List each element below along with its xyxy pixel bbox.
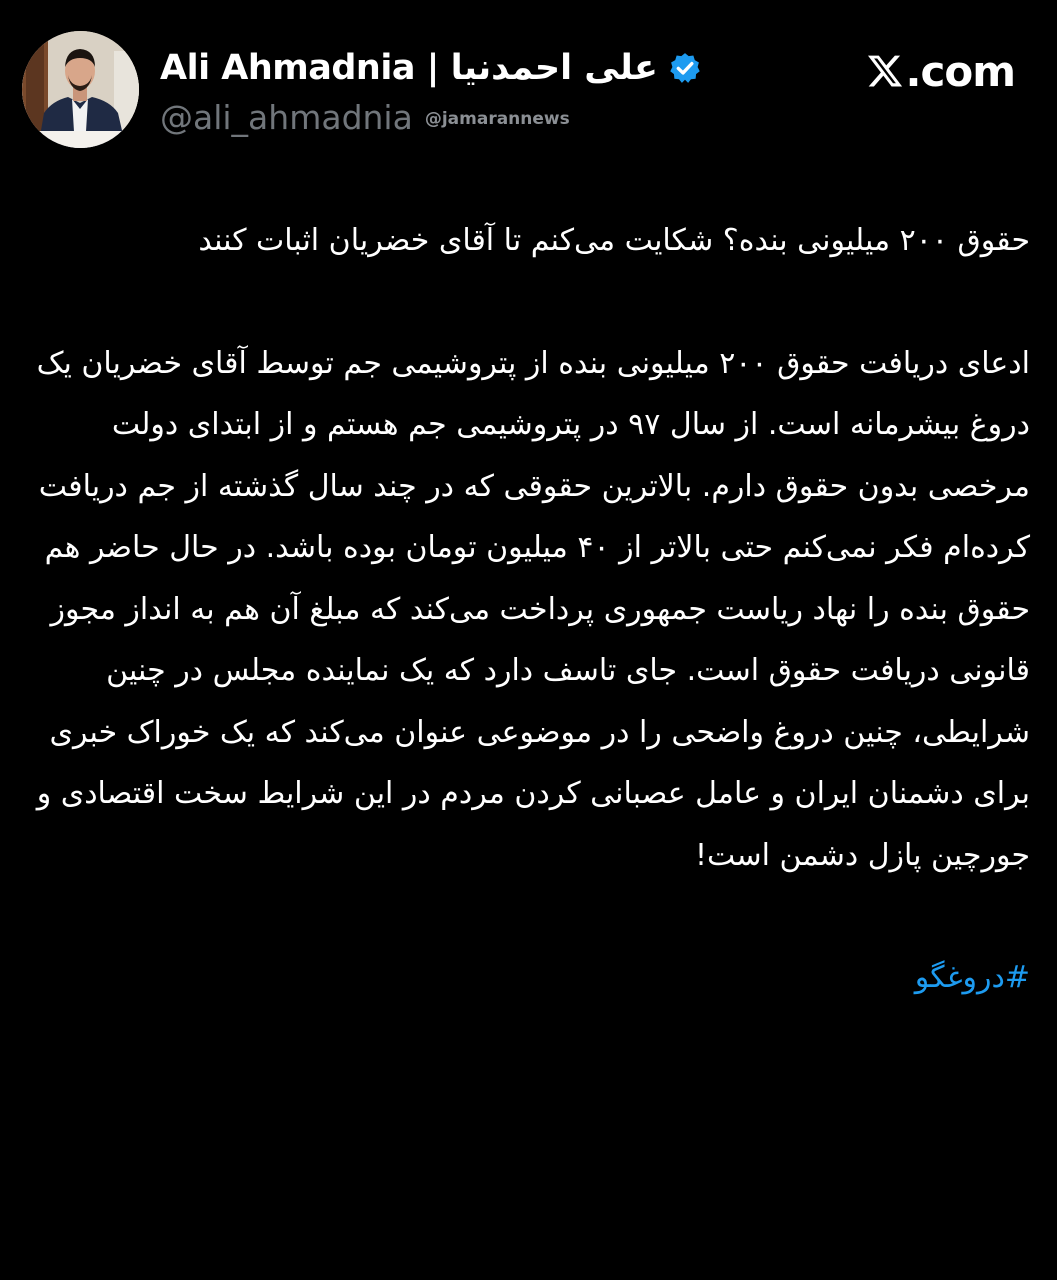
tweet-title: حقوق ۲۰۰ میلیونی بنده؟ شکایت می‌کنم تا آقای خضریان اثبات کنند	[198, 223, 1030, 258]
hashtag-line	[30, 947, 1030, 1009]
watermark: @jamarannews	[424, 109, 570, 129]
site-label: .com	[905, 46, 1015, 96]
verified-badge-icon	[668, 51, 702, 85]
profile-photo	[22, 31, 139, 148]
x-logo-icon	[866, 52, 904, 90]
site-logo	[866, 48, 1015, 94]
name-line	[160, 42, 702, 94]
avatar[interactable]	[22, 31, 139, 148]
user-handle[interactable]: @ali_ahmadnia	[160, 97, 413, 137]
tweet-text: ادعای دریافت حقوق ۲۰۰ میلیونی بنده از پتروشیمی جم توسط آقای خضریان یک دروغ بیشرمانه است. از سال ۹۷ در پتروشیمی جم هستم و از ابتدای دولت مرخصی بدون حقوق دارم. بالاترین حقوقی که در چند سال گذشته از جم دریافت کرده‌ام فکر نمی‌کنم حتی بالاتر از ۴۰ میلیون تومان بوده باشد. در حال حاضر هم حقوق بنده را نهاد ریاست جمهوری پرداخت می‌کند که مبلغ آن هم به انداز مجوز قانونی دریافت حقوق است. جای تاسف دارد که یک نماینده مجلس در چنین شرایطی، چنین دروغ واضحی را در موضوعی عنوان می‌کند که یک خوراک خبری برای دشمنان ایران و عامل عصبانی کردن مردم در این شرایط سخت اقتصادی و جورچین پازل دشمن است!	[36, 345, 1030, 873]
hashtag-link[interactable]: #دروغگو	[914, 960, 1030, 995]
tweet-header	[0, 0, 1057, 170]
tweet-body	[30, 210, 1030, 1009]
handle-line	[160, 95, 570, 139]
display-name[interactable]: Ali Ahmadnia | علی احمدنیا	[160, 48, 658, 88]
